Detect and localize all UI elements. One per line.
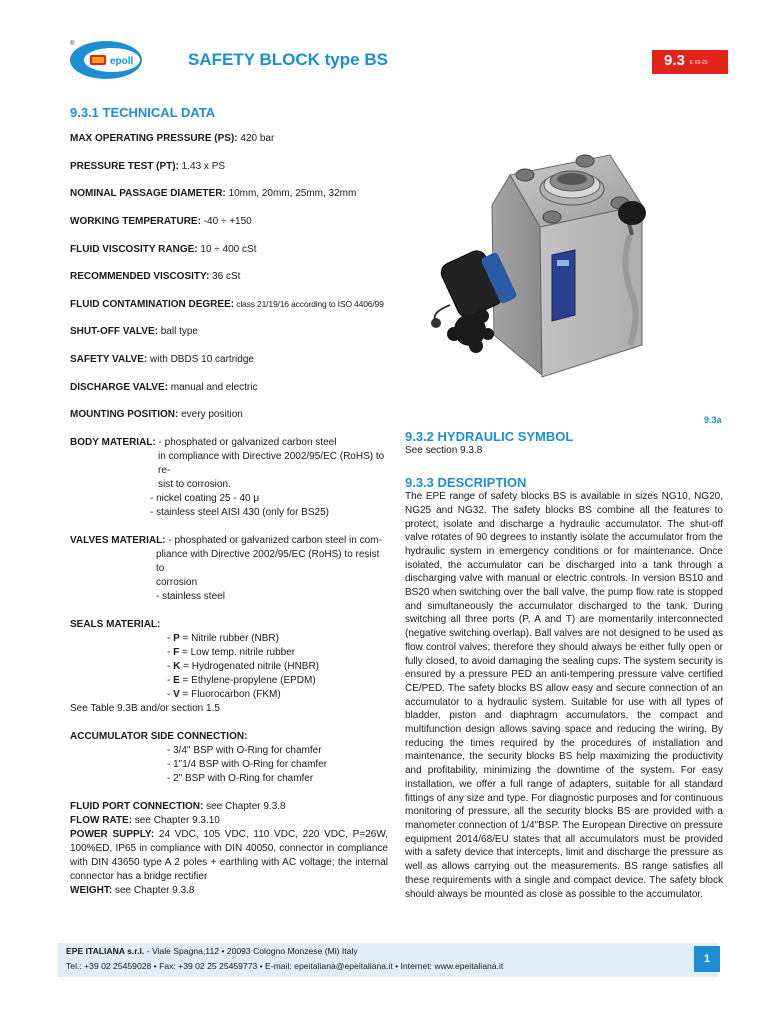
technical-data-column bbox=[70, 104, 388, 898]
spec-line: FLUID CONTAMINATION DEGREE: class 21/19/16 according to ISO 4406/99 bbox=[70, 298, 384, 310]
description-text: The EPE range of safety blocks BS is available in sizes NG10, NG20, NG25 and NG32. The safety blocks BS combine all the features to protect, isolate and discharge a hydraulic accumulator. The shut-off valve rotates of 90 degrees to instantly isolate the accumulator from the hydraulic system in emergency conditions or for maintenance. Once isolated, the accumulator can be discharged into a tank through a discharging valve with manual or electric controls. In version BS10 and BS20 when switching over the ball valve, the pump flow rate is stopped and simultaneously the accumulator discharged to the tank. During switching all three ports (P, A and T) are momentarily interconnected (negative switching overlap). Ball valves are not designed to be used as flow control valves; therefore they should always be either fully open or fully closed, to avoid damaging the sealing cups. The system security is ensured by a pressure PED an anti-tempering pressure valve certified CE/PED. The safety blocks BS allow easy and secure connection of an accumulator to a hydraulic system. Suitable for use with all types of bladder, piston and diaphragm accumulators, the compact and multifunction design allows saving space and reducing the wiring. By reducing the times required by the procedures of installation and maintenance, the security blocks BS help maximizing the productivity and profitability, minimizing the downtime of the system. For easy installation, we offer a full range of adapters, suitable for all standard fittings of any size and type. For diagnostic purposes and for continuous monitoring of pressure, all the security blocks BS are provided with a manometer connection of 1/4"BSP. The European Directive on pressure equipment 2014/68/EU states that all accumulators must be provided with a safety device that intercepts, limit and discharge the pressure as well as allows carrying out the measurements. BS range satisfies all these requirements with a single and compact device. The safety block should always be mounted as close as possible to the accumulator. bbox=[405, 491, 723, 900]
spec-line: NOMINAL PASSAGE DIAMETER: 10mm, 20mm, 25mm, 32mm bbox=[70, 188, 357, 200]
seal-item: - F = Low temp. nitrile rubber bbox=[167, 646, 296, 658]
final-specs: FLUID PORT CONNECTION: see Chapter 9.3.8 FLOW RATE: see Chapter 9.3.10 POWER SUPPLY: 24 VDC, 105 VDC, 110 VDC, 220 VDC, P=26W, 100%ED, IP65 in compliance with DIN 40050, connector in compliance with DIN 43650 type A 2 poles + earthling with AC voltage; the internal connector has a bridge rectifier WEIGHT: see Chapter 9.3.8 bbox=[70, 800, 388, 896]
spec-line: FLUID VISCOSITY RANGE: 10 ÷ 400 cSt bbox=[70, 243, 257, 255]
footer-address: EPE ITALIANA s.r.l. - Viale Spagna,112 • 20093 Cologno Monzese (Mi) Italy bbox=[66, 946, 358, 956]
body-material: BODY MATERIAL: - phosphated or galvanized carbon steel in compliance with Directive 2002/95/EC (RoHS) to re- sist to corrosion. - nickel coating 25 - 40 μ - stainless steel AISI 430 (only for BS25) bbox=[70, 436, 385, 518]
document-code: E 03-23 bbox=[690, 60, 708, 66]
registered-mark: ® bbox=[70, 41, 75, 47]
right-column bbox=[405, 430, 723, 901]
accumulator-connection: ACCUMULATOR SIDE CONNECTION: - 3/4" BSP with O-Ring for chamfer - 1"1/4 BSP with O-Ring for chamfer - 2" BSP with O-Ring for chamfer bbox=[70, 730, 328, 784]
spec-line: RECOMMENDED VISCOSITY: 36 cSt bbox=[70, 271, 241, 283]
figure-label: 9.3a bbox=[704, 415, 722, 425]
spec-line: MAX OPERATING PRESSURE (PS): 420 bar bbox=[70, 133, 275, 145]
section-number: 9.3 bbox=[664, 52, 685, 69]
seal-item: - K = Hydrogenated nitrile (HNBR) bbox=[167, 660, 320, 672]
seal-item: - V = Fluorocarbon (FKM) bbox=[167, 688, 281, 700]
spec-line: WORKING TEMPERATURE: -40 ÷ +150 bbox=[70, 215, 252, 227]
seal-item: - E = Ethylene-propylene (EPDM) bbox=[167, 674, 316, 686]
hydraulic-symbol-heading: 9.3.2 HYDRAULIC SYMBOL bbox=[405, 429, 574, 444]
seals-note: See Table 9.3B and/or section 1.5 bbox=[70, 702, 220, 714]
description-heading: 9.3.3 DESCRIPTION bbox=[405, 475, 527, 491]
spec-line: DISCHARGE VALVE: manual and electric bbox=[70, 381, 258, 393]
seals-material: SEALS MATERIAL: - P = Nitrile rubber (NBR) - F = Low temp. nitrile rubber - K = Hydrogenated nitrile (HNBR) - E = Ethylene-propylene (EPDM) - V = Fluorocarbon (FKM) See Table 9.3B and/or section 1.5 bbox=[70, 618, 388, 716]
valves-material: VALVES MATERIAL: - phosphated or galvanized carbon steel in com- pliance with Directive 2002/95/EC (RoHS) to resist to corrosion - stainless steel bbox=[70, 534, 382, 602]
safety-block-product-image bbox=[420, 145, 732, 425]
logo-wordmark: epoll bbox=[110, 56, 134, 67]
spec-line: MOUNTING POSITION: every position bbox=[70, 409, 243, 421]
footer-contacts: Tel.: +39 02 25459028 • Fax: +39 02 25 25459773 • E-mail: epeitaliana@epeitaliana.it • Internet: www.epeitaliana.it bbox=[66, 961, 504, 971]
seal-item: - P = Nitrile rubber (NBR) bbox=[167, 632, 279, 644]
epoll-logo bbox=[68, 38, 174, 82]
technical-data-heading: 9.3.1 TECHNICAL DATA bbox=[70, 105, 216, 120]
spec-line: PRESSURE TEST (PT): 1.43 x PS bbox=[70, 160, 226, 172]
spec-line: SHUT-OFF VALVE: ball type bbox=[70, 326, 198, 338]
section-tab bbox=[652, 50, 728, 74]
document-title: SAFETY BLOCK type BS bbox=[188, 50, 388, 69]
spec-line: SAFETY VALVE: with DBDS 10 cartridge bbox=[70, 353, 254, 365]
hydraulic-symbol-text: See section 9.3.8 bbox=[405, 444, 483, 456]
page-number: 1 bbox=[694, 946, 720, 972]
